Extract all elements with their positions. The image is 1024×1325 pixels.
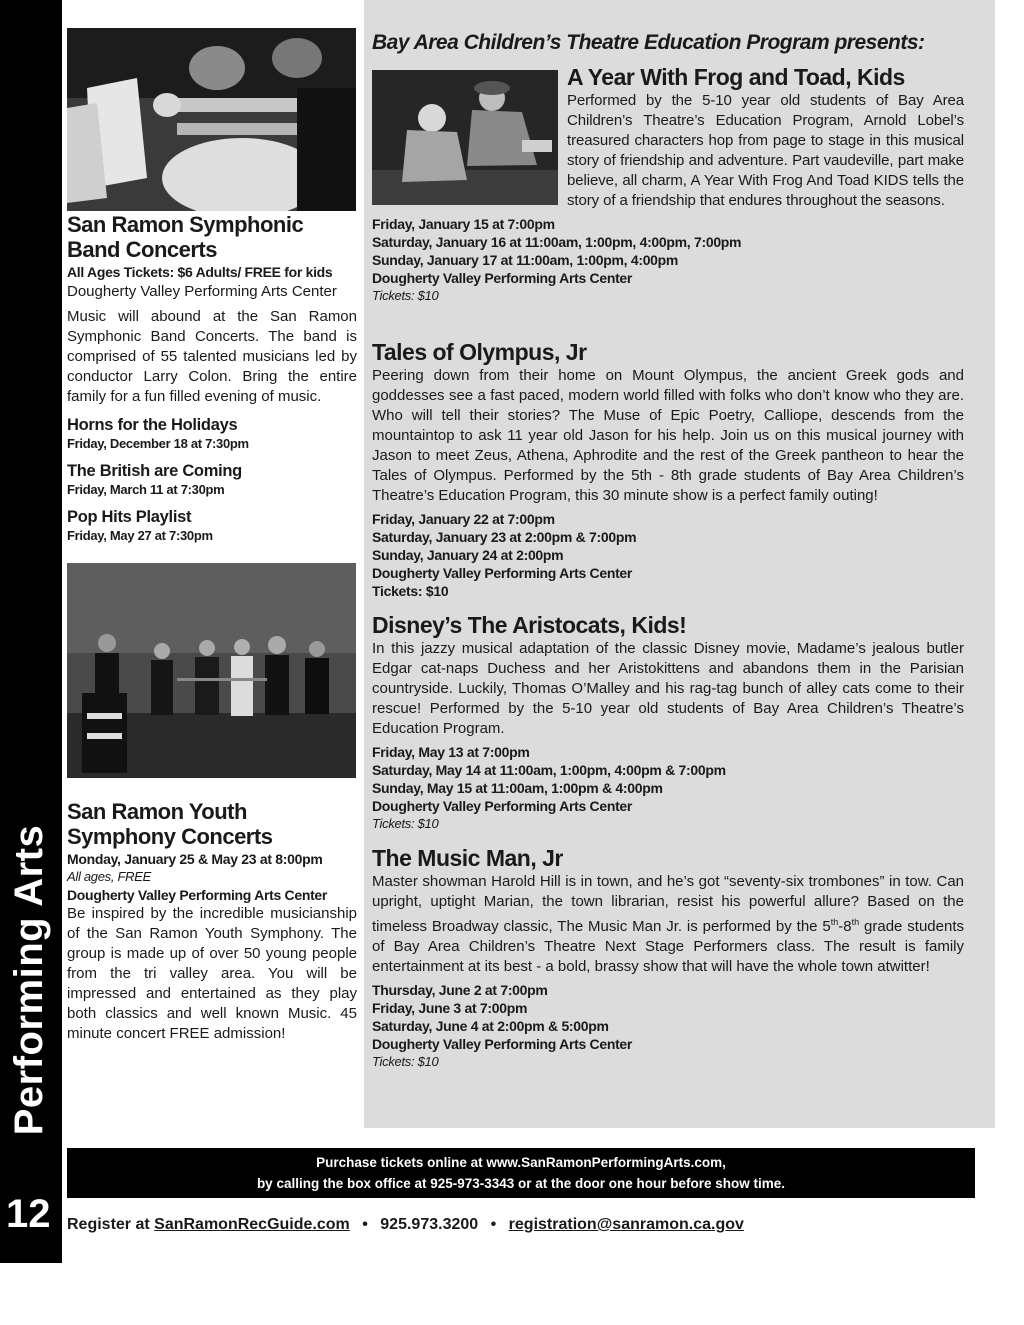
panel-heading: Bay Area Children’s Theatre Education Program presents:: [372, 31, 925, 54]
separator: •: [490, 1216, 497, 1233]
show-schedule: [372, 215, 964, 305]
band-photo: [67, 28, 356, 211]
concert-date: Friday, March 11 at 7:30pm: [67, 482, 225, 497]
youth-venue: Dougherty Valley Performing Arts Center: [67, 887, 328, 903]
concert-name: The British are Coming: [67, 462, 242, 480]
concert-name: Horns for the Holidays: [67, 416, 238, 434]
ticket-line-1: Purchase tickets online at www.SanRamonPerformingArts.com,: [316, 1155, 726, 1170]
band-title: San Ramon Symphonic Band Concerts: [67, 212, 304, 262]
show-description: [372, 872, 964, 977]
show-date: Sunday, May 15 at 11:00am, 1:00pm & 4:00pm: [372, 780, 663, 796]
show-description: Peering down from their home on Mount Olympus, the ancient Greek gods and goddesses see a fast paced, modern world filled with folks who don’t know who they are. Who will tell their stories? The Muse of Epic Poetry, Calliope, descends from the mountaintop to ask 11 year old Jason for his help. Join us on this musical journey with Jason to meet Zeus, Athena, Aphrodite and the rest of the Greek pantheon to hear the Tales of Olympus. Performed by the 5th - 8th grade students of Bay Area Children’s Theatre’s Education Program, this 30 minute show is a perfect family outing!: [372, 367, 964, 504]
description-part: -8: [838, 918, 852, 935]
show-schedule: [372, 743, 964, 833]
show-tickets: Tickets: $10: [372, 583, 449, 599]
show-venue: Dougherty Valley Performing Arts Center: [372, 1036, 633, 1052]
separator: •: [362, 1216, 368, 1233]
show-tickets: Tickets: $10: [372, 1054, 439, 1069]
theatre-panel: [364, 0, 995, 1128]
youth-section: [67, 799, 357, 1044]
superscript: th: [830, 917, 839, 927]
list-item: [67, 507, 357, 545]
show-schedule: [372, 981, 964, 1071]
show-date: Friday, June 3 at 7:00pm: [372, 1000, 528, 1016]
show-tickets: Tickets: $10: [372, 288, 439, 303]
show-tickets: Tickets: $10: [372, 816, 439, 831]
show-description: In this jazzy musical adaptation of the classic Disney movie, Madame’s jealous butler Edgar cat-naps Duchess and her Aristokittens and abandons them in the Parisian countryside. Luckily, Thomas O’Malley and his rag-tag bunch of alley cats come to their rescue! Performed by the 5-10 year old students of Bay Area Children’s Theatre’s Education Program.: [372, 640, 964, 737]
section-title: Performing Arts: [7, 824, 51, 1136]
description-part: Master showman Harold Hill is in town, and he’s got “seventy-six trombones” in tow. Can upright, uptight Marian, the town librarian, resist his powerful allure? Based on the timeless Broadway classic, The Music Man Jr. is performed by the 5: [372, 873, 964, 935]
youth-title: San Ramon Youth Symphony Concerts: [67, 799, 273, 849]
show-frog-toad: [372, 64, 964, 305]
youth-dates: Monday, January 25 & May 23 at 8:00pm: [67, 851, 323, 867]
show-date: Sunday, January 24 at 2:00pm: [372, 547, 564, 563]
register-line: [67, 1213, 744, 1237]
show-title: Disney’s The Aristocats, Kids!: [372, 612, 687, 638]
show-aristocats: [372, 612, 964, 833]
show-date: Friday, January 22 at 7:00pm: [372, 511, 555, 527]
show-schedule: [372, 510, 964, 600]
description-part: grade students of Bay Area Children’s Theatre Next Stage Performers class. The result is family entertainment at its best - a bold, brassy show that will have the whole town atwitter!: [372, 918, 965, 975]
band-tickets: All Ages Tickets: $6 Adults/ FREE for kids: [67, 264, 333, 280]
show-tales-of-olympus: [372, 339, 964, 600]
show-venue: Dougherty Valley Performing Arts Center: [372, 798, 633, 814]
band-concert-list: [67, 415, 357, 545]
register-prefix: Register at: [67, 1216, 150, 1233]
concert-date: Friday, May 27 at 7:30pm: [67, 528, 213, 543]
sidebar: [0, 0, 62, 1263]
show-date: Saturday, January 16 at 11:00am, 1:00pm, 4:00pm, 7:00pm: [372, 234, 742, 250]
show-description: Performed by the 5-10 year old students of Bay Area Children’s Theatre’s Education Program, Arnold Lobel’s treasured characters hop from page to stage in this musical story of friendship and adventure. Part vaudeville, part make believe, all charm, A Year With Frog And Toad KIDS tells the story of a friendship that endures throughout the seasons.: [567, 92, 964, 209]
concert-date: Friday, December 18 at 7:30pm: [67, 436, 249, 451]
list-item: [67, 461, 357, 499]
show-date: Saturday, May 14 at 11:00am, 1:00pm, 4:00pm & 7:00pm: [372, 762, 726, 778]
band-section: [67, 212, 357, 545]
ticket-line-2: by calling the box office at 925-973-3343 or at the door one hour before show time.: [256, 1176, 786, 1191]
show-date: Sunday, January 17 at 11:00am, 1:00pm, 4:00pm: [372, 252, 679, 268]
show-venue: Dougherty Valley Performing Arts Center: [372, 565, 633, 581]
list-item: [67, 415, 357, 453]
ticket-info-bar: [67, 1148, 975, 1198]
show-title: Tales of Olympus, Jr: [372, 339, 587, 365]
show-title: The Music Man, Jr: [372, 845, 563, 871]
band-description: Music will abound at the San Ramon Symphonic Band Concerts. The band is comprised of 55 talented musicians led by conductor Larry Colon. Bring the entire family for a fun filled evening of music.: [67, 308, 357, 405]
email-link[interactable]: registration@sanramon.ca.gov: [508, 1216, 744, 1233]
show-venue: Dougherty Valley Performing Arts Center: [372, 270, 633, 286]
show-title: A Year With Frog and Toad, Kids: [567, 64, 905, 90]
show-music-man: [372, 845, 964, 1071]
superscript: th: [851, 917, 860, 927]
band-venue: Dougherty Valley Performing Arts Center: [67, 283, 337, 300]
phone-number: 925.973.3200: [380, 1216, 479, 1233]
youth-symphony-photo: [67, 563, 356, 778]
show-date: Saturday, January 23 at 2:00pm & 7:00pm: [372, 529, 637, 545]
show-date: Friday, January 15 at 7:00pm: [372, 216, 555, 232]
youth-ages: All ages, FREE: [67, 869, 151, 884]
website-link[interactable]: SanRamonRecGuide.com: [154, 1216, 350, 1233]
show-date: Thursday, June 2 at 7:00pm: [372, 982, 548, 998]
page-number: 12: [6, 1192, 51, 1236]
show-date: Friday, May 13 at 7:00pm: [372, 744, 530, 760]
show-date: Saturday, June 4 at 2:00pm & 5:00pm: [372, 1018, 609, 1034]
youth-description: Be inspired by the incredible musicianship of the San Ramon Youth Symphony. The group is made up of over 50 young people from the tri valley area. You will be impressed and entertained as they play both classics and well known Music. 45 minute concert FREE admission!: [67, 905, 357, 1042]
concert-name: Pop Hits Playlist: [67, 508, 192, 526]
